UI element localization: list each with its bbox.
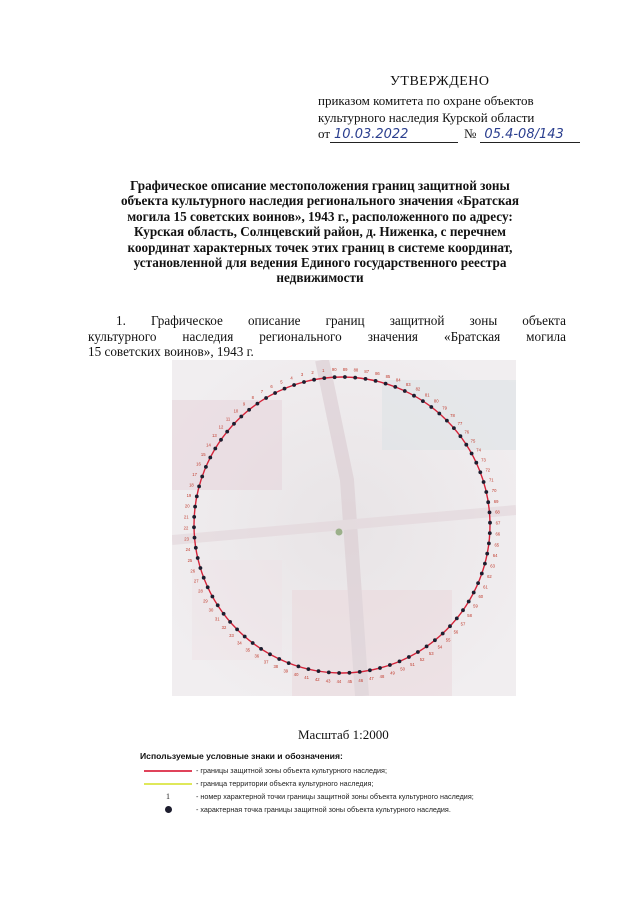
point-number-label: 33 (229, 633, 234, 639)
boundary-point (421, 399, 425, 403)
boundary-point (461, 608, 465, 612)
paragraph-word: наследия (182, 328, 234, 344)
point-number-label: 73 (481, 457, 486, 463)
boundary-point (448, 624, 452, 628)
point-number-label: 61 (483, 584, 488, 590)
map-scale: Масштаб 1:2000 (298, 727, 389, 742)
point-number-label: 51 (410, 662, 415, 668)
point-number-label: 7 (260, 389, 264, 395)
boundary-point (476, 581, 480, 585)
boundary-point (193, 505, 197, 509)
boundary-point (243, 635, 247, 639)
point-number-label: 53 (428, 651, 434, 656)
boundary-point (256, 402, 260, 406)
paragraph-word: зоны (469, 313, 498, 328)
approval-line-1: приказом комитета по охране объектов (318, 93, 534, 108)
boundary-point (251, 641, 255, 645)
boundary-point (452, 426, 456, 430)
point-number-label: 23 (184, 536, 189, 542)
boundary-point (485, 552, 489, 556)
point-number-label: 67 (495, 520, 501, 526)
boundary-point (222, 612, 226, 616)
boundary-point (194, 546, 198, 550)
point-number-label: 56 (453, 629, 459, 635)
boundary-point (193, 536, 197, 540)
boundary-point (259, 647, 263, 651)
heading-line: недвижимости (276, 270, 364, 286)
boundary-point (283, 387, 287, 391)
boundary-point (484, 490, 488, 494)
point-number-label: 76 (464, 429, 470, 435)
point-number-label: 11 (225, 416, 231, 422)
point-number-label: 14 (206, 442, 211, 448)
point-number-label: 85 (385, 373, 391, 379)
boundary-point (488, 511, 492, 515)
point-number-label: 49 (390, 670, 395, 676)
boundary-point (483, 562, 487, 566)
boundary-point (478, 470, 482, 474)
point-number-label: 82 (415, 386, 421, 392)
legend-text: - граница территории объекта культурного наследия; (196, 779, 374, 788)
heading-line: могила 15 советских воинов», 1943 г., расположенного по адресу: (127, 208, 513, 224)
boundary-point (474, 461, 478, 465)
point-number-label: 19 (186, 492, 192, 498)
point-number-label: 39 (283, 668, 289, 674)
point-number-label: 65 (494, 542, 500, 548)
point-number-label: 88 (353, 367, 359, 373)
point-number-label: 71 (488, 477, 494, 483)
point-number-label: 46 (358, 677, 364, 683)
point-number-label: 80 (433, 398, 439, 404)
paragraph-word: культурного (88, 328, 157, 344)
boundary-point (393, 385, 397, 389)
point-number-label: 79 (442, 405, 447, 411)
paragraph-word: описание (247, 313, 301, 328)
point-number-label: 17 (192, 471, 197, 477)
number-label: № (464, 126, 477, 141)
boundary-point (412, 394, 416, 398)
boundary-point (268, 652, 272, 656)
point-number-label: 31 (214, 616, 220, 622)
boundary-point (322, 376, 326, 380)
document-heading (88, 178, 552, 286)
point-number-label: 54 (437, 644, 443, 650)
boundary-point (225, 430, 229, 434)
territory-marker (336, 529, 343, 536)
boundary-point (486, 500, 490, 504)
point-number-label: 83 (405, 381, 411, 387)
point-number-label: 37 (263, 659, 269, 665)
boundary-point (228, 620, 232, 624)
number-symbol: 1 (166, 792, 170, 801)
boundary-point (480, 572, 484, 576)
boundary-point (488, 521, 492, 525)
point-number-label: 59 (473, 603, 478, 609)
yellow-line-symbol (144, 783, 192, 785)
boundary-point (277, 657, 281, 661)
boundary-point (204, 465, 208, 469)
point-number-label: 12 (218, 424, 224, 430)
boundary-point (192, 515, 196, 519)
point-number-label: 43 (325, 678, 331, 684)
point-number-label: 78 (450, 412, 455, 418)
point-number-label: 47 (369, 676, 374, 682)
boundary-point (464, 443, 468, 447)
boundary-point (211, 595, 215, 599)
boundary-point (273, 391, 277, 395)
point-number-label: 26 (190, 568, 196, 574)
point-number-label: 70 (491, 488, 497, 494)
heading-line: координат характерных точек этих границ в системе координат, (127, 239, 513, 255)
section-paragraph (88, 313, 566, 360)
point-number-label: 86 (375, 371, 380, 377)
paragraph-line-2 (88, 329, 566, 345)
point-number-label: 64 (492, 553, 498, 559)
point-number-label: 45 (347, 678, 353, 684)
point-number-label: 57 (460, 621, 466, 627)
legend-text: - номер характерной точки границы защитной зоны объекта культурного наследия; (196, 792, 474, 801)
approval-title: УТВЕРЖДЕНО (390, 74, 490, 89)
boundary-point (337, 671, 341, 675)
boundary-point (302, 380, 306, 384)
point-number-label: 72 (485, 467, 491, 473)
legend-item (140, 764, 540, 777)
boundary-point (437, 412, 441, 416)
point-number-label: 10 (233, 408, 239, 414)
from-label: от (318, 126, 331, 141)
point-number-label: 24 (185, 547, 191, 553)
boundary-point (384, 382, 388, 386)
boundary-point (235, 628, 239, 632)
boundary-point (307, 667, 311, 671)
handwritten-date: 10.03.2022 (330, 127, 458, 143)
legend-text: - характерная точка границы защитной зоны объекта культурного наследия. (196, 805, 451, 814)
boundary-point (388, 663, 392, 667)
boundary-point (368, 668, 372, 672)
map-legend (140, 751, 540, 816)
paragraph-word: объекта (522, 313, 566, 328)
heading-line: объекта культурного наследия регионального значения «Братская (120, 193, 520, 209)
point-number-label: 29 (203, 598, 208, 604)
point-number-label: 63 (490, 563, 495, 569)
boundary-point (348, 671, 352, 675)
point-number-label: 50 (400, 666, 405, 672)
point-number-label: 52 (419, 656, 425, 662)
boundary-point (445, 419, 449, 423)
point-number-label: 89 (342, 367, 348, 372)
point-number-label: 25 (187, 557, 193, 563)
boundary-point (213, 447, 217, 451)
boundary-point (429, 405, 433, 409)
point-number-label: 8 (251, 395, 254, 400)
boundary-point (425, 645, 429, 649)
paragraph-word: регионального (259, 328, 342, 344)
boundary-point (327, 671, 331, 675)
boundary-point (482, 480, 486, 484)
boundary-point (287, 661, 291, 665)
boundary-point (333, 375, 337, 379)
boundary-point (200, 475, 204, 479)
boundary-point (216, 603, 220, 607)
boundary-point (459, 434, 463, 438)
legend-item (140, 790, 540, 803)
paragraph-word: защитной (389, 313, 445, 328)
legend-symbol (144, 805, 192, 815)
handwritten-number: 05.4-08/143 (480, 127, 580, 143)
boundary-point (488, 531, 492, 535)
point-number-label: 35 (245, 647, 251, 653)
paragraph-line-3: 15 советских воинов», 1943 г. (88, 344, 254, 359)
boundary-point (398, 660, 402, 664)
boundary-point (196, 556, 200, 560)
boundary-point (403, 389, 407, 393)
point-number-label: 84 (395, 377, 401, 383)
boundary-point (292, 383, 296, 387)
point-number-label: 34 (237, 640, 242, 646)
boundary-point (441, 632, 445, 636)
heading-line: Графическое описание местоположения границ защитной зоны (130, 178, 510, 193)
point-number-label: 62 (487, 574, 492, 580)
boundary-point (195, 495, 199, 499)
boundary-point (487, 542, 491, 546)
boundary-point (219, 438, 223, 442)
boundary-point (192, 525, 196, 529)
paragraph-word: границ (325, 313, 365, 328)
boundary-point (197, 485, 201, 489)
heading-line: Курская область, Солнцевский район, д. Ниженка, с перечнем (134, 224, 506, 240)
boundary-point (416, 650, 420, 654)
point-number-label: 22 (183, 525, 189, 531)
legend-symbol (144, 766, 192, 776)
point-number-label: 4 (290, 375, 293, 381)
dot-symbol (165, 806, 172, 813)
point-number-label: 21 (183, 514, 189, 520)
point-number-label: 66 (495, 531, 501, 537)
heading-line: установленной для ведения Единого государственного реестра (133, 255, 507, 271)
boundary-point (353, 376, 357, 380)
boundary-map (172, 360, 516, 696)
boundary-point (374, 379, 378, 383)
legend-symbol (144, 779, 192, 789)
boundary-point (232, 422, 236, 426)
point-number-label: 77 (457, 420, 463, 426)
boundary-point (312, 378, 316, 382)
paragraph-word: 1. (116, 313, 126, 328)
boundary-point (455, 617, 459, 621)
point-number-label: 42 (314, 677, 320, 682)
boundary-point (470, 452, 474, 456)
boundary-point (208, 456, 212, 460)
boundary-point (407, 655, 411, 659)
legend-text: - границы защитной зоны объекта культурного наследия; (196, 766, 387, 775)
paragraph-word: могила (526, 328, 566, 344)
point-number-label: 27 (193, 578, 199, 584)
point-number-label: 48 (379, 673, 385, 679)
paragraph-line-1 (88, 313, 566, 329)
point-number-label: 55 (445, 637, 451, 643)
paragraph-word: значения (367, 328, 418, 344)
point-number-label: 74 (476, 447, 481, 453)
point-number-label: 41 (304, 674, 309, 680)
point-number-label: 38 (273, 664, 279, 670)
point-number-label: 87 (364, 369, 370, 374)
point-number-label: 16 (196, 461, 201, 467)
paragraph-word: Графическое (150, 313, 223, 328)
point-number-label: 44 (336, 679, 342, 684)
boundary-point (239, 415, 243, 419)
point-number-label: 58 (467, 612, 472, 618)
point-number-label: 75 (470, 438, 476, 444)
point-number-label: 20 (184, 503, 190, 509)
boundary-point (297, 665, 301, 669)
point-number-label: 2 (311, 369, 314, 375)
red-line-symbol (144, 770, 192, 772)
legend-item (140, 803, 540, 816)
point-number-label: 15 (200, 451, 206, 457)
point-number-label: 36 (254, 653, 260, 659)
boundary-point (317, 669, 321, 673)
paragraph-word: «Братская (443, 328, 501, 344)
legend-title: Используемые условные знаки и обозначения: (140, 751, 343, 761)
boundary-point (264, 396, 268, 400)
point-number-label: 3 (300, 372, 304, 378)
boundary-point (199, 566, 203, 570)
point-number-label: 81 (424, 392, 430, 398)
point-number-label: 9 (242, 401, 246, 407)
point-number-label: 32 (221, 625, 227, 631)
point-number-label: 30 (208, 607, 214, 613)
boundary-point (358, 670, 362, 674)
point-number-label: 13 (212, 433, 217, 439)
point-number-label: 18 (189, 482, 194, 488)
point-number-label: 90 (331, 367, 337, 373)
boundary-point (472, 591, 476, 595)
boundary-point (378, 666, 382, 670)
point-number-label: 68 (495, 509, 500, 515)
point-number-label: 1 (322, 368, 325, 374)
boundary-point (247, 408, 251, 412)
legend-symbol (144, 792, 192, 802)
boundary-point (343, 375, 347, 379)
point-number-label: 40 (293, 672, 299, 678)
point-number-label: 69 (493, 498, 499, 504)
point-number-label: 6 (270, 383, 273, 389)
boundary-point (202, 576, 206, 580)
point-number-label: 5 (280, 379, 283, 385)
boundary-point (433, 638, 437, 642)
boundary-point (467, 600, 471, 604)
boundary-point (206, 585, 210, 589)
approval-line-2: культурного наследия Курской области (318, 110, 535, 125)
point-number-label: 28 (198, 588, 203, 594)
boundary-point (364, 377, 368, 381)
point-number-label: 60 (478, 594, 484, 600)
approval-date-row (318, 126, 580, 143)
legend-item (140, 777, 540, 790)
